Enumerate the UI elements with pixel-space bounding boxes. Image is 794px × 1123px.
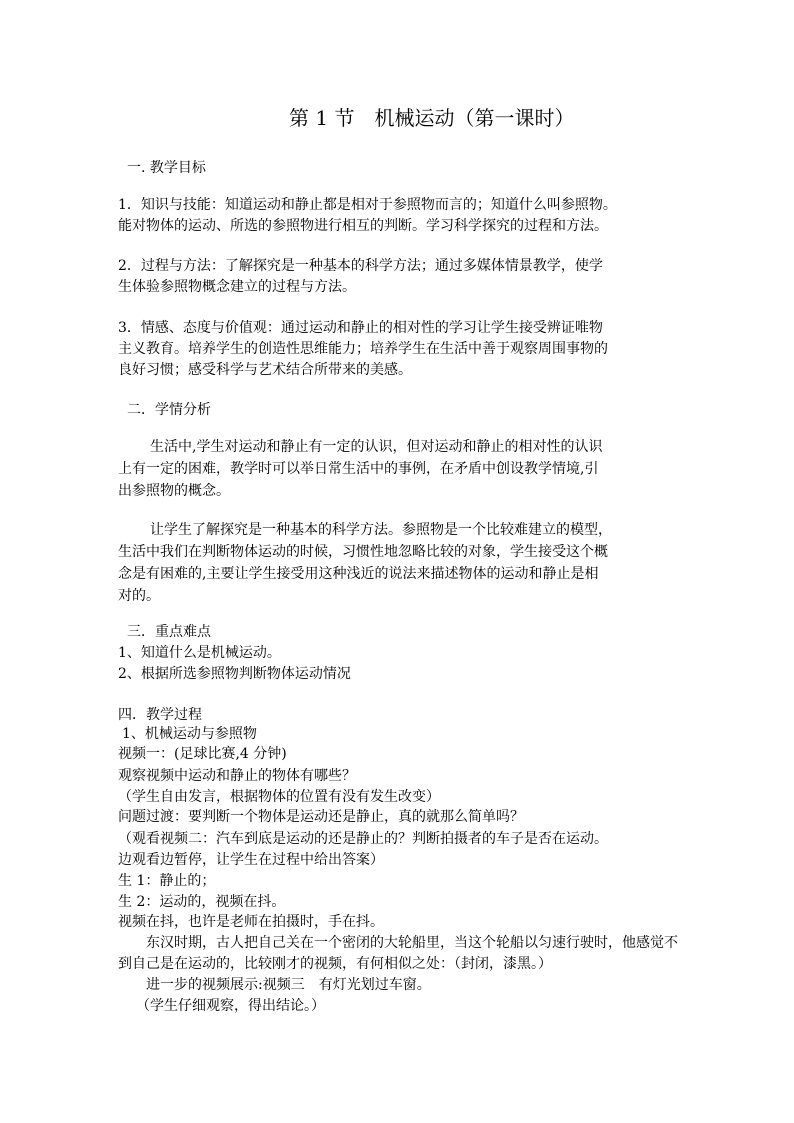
process-line: 问题过渡：要判断一个物体是运动还是静止，真的就那么简单吗？ (118, 809, 524, 825)
process-line: 视频一：(足球比赛,4 分钟) (118, 746, 287, 762)
process-line: 视频在抖，也许是老师在拍摄时，手在抖。 (118, 914, 384, 930)
process-line: 观察视频中运动和静止的物体有哪些？ (118, 768, 356, 784)
process-line: 1、机械运动与参照物 (122, 726, 257, 742)
process-line: 生 1：静止的； (118, 873, 216, 889)
goals-p2-line: 2．过程与方法：了解探究是一种基本的科学方法；通过多媒体情景教学，使学 (118, 258, 603, 274)
goals-p1-line: 1．知识与技能：知道运动和静止都是相对于参照物而言的；知道什么叫参照物。 (118, 197, 617, 213)
keypoint-item: 1、知道什么是机械运动。 (118, 645, 281, 661)
analysis-p1-line: 出参照物的概念。 (118, 483, 230, 499)
goals-p2-line: 生体验参照物概念建立的过程与方法。 (118, 279, 356, 295)
process-line: 进一步的视频展示:视频三 有灯光划过车窗。 (146, 977, 431, 993)
goals-p3-line: 3．情感、态度与价值观：通过运动和静止的相对性的学习让学生接受辨证唯物 (118, 320, 603, 336)
process-line: 东汉时期，古人把自己关在一个密闭的大轮船里，当这个轮船以匀速行驶时，他感觉不 (146, 935, 678, 951)
analysis-p2-line: 念是有困难的,主要让学生接受用这种浅近的说法来描述物体的运动和静止是相 (118, 566, 599, 582)
analysis-p1-line: 上有一定的困难，教学时可以举日常生活中的事例，在矛盾中创设教学情境,引 (118, 461, 599, 477)
section-heading-goals: 一. 教学目标 (127, 160, 206, 176)
analysis-p2-line: 对的。 (118, 588, 160, 604)
goals-p3-line: 主义教育。培养学生的创造性思维能力；培养学生在生活中善于观察周围事物的 (118, 341, 608, 357)
goals-p3-line: 良好习惯；感受科学与艺术结合所带来的美感。 (118, 362, 412, 378)
keypoint-item: 2、根据所选参照物判断物体运动情况 (118, 666, 351, 682)
section-heading-keypoints: 三．重点难点 (127, 624, 211, 640)
process-line: 到自己是在运动的，比较刚才的视频，有何相似之处：（封闭，漆黑。） (118, 956, 552, 972)
process-line: （观看视频二：汽车到底是运动的还是静止的？判断拍摄者的车子是否在运动。 (118, 831, 608, 847)
process-line: 边观看边暂停，让学生在过程中给出答案） (118, 852, 384, 868)
process-line: 生 2：运动的，视频在抖。 (118, 894, 286, 910)
analysis-p1-line: 生活中,学生对运动和静止有一定的认识，但对运动和静止的相对性的认识 (150, 439, 603, 455)
section-heading-analysis: 二．学情分析 (127, 402, 211, 418)
page-title: 第 1 节 机械运动（第一课时） (289, 106, 575, 130)
process-line: （学生仔细观察，得出结论。） (136, 998, 325, 1014)
analysis-p2-line: 生活中我们在判断物体运动的时候，习惯性地忽略比较的对象，学生接受这个概 (118, 544, 608, 560)
goals-p1-line: 能对物体的运动、所选的参照物进行相互的判断。学习科学探究的过程和方法。 (118, 218, 608, 234)
analysis-p2-line: 让学生了解探究是一种基本的科学方法。参照物是一个比较难建立的模型， (150, 522, 612, 538)
section-heading-process: 四．教学过程 (118, 707, 202, 723)
process-line: （学生自由发言，根据物体的位置有没有发生改变） (118, 789, 440, 805)
